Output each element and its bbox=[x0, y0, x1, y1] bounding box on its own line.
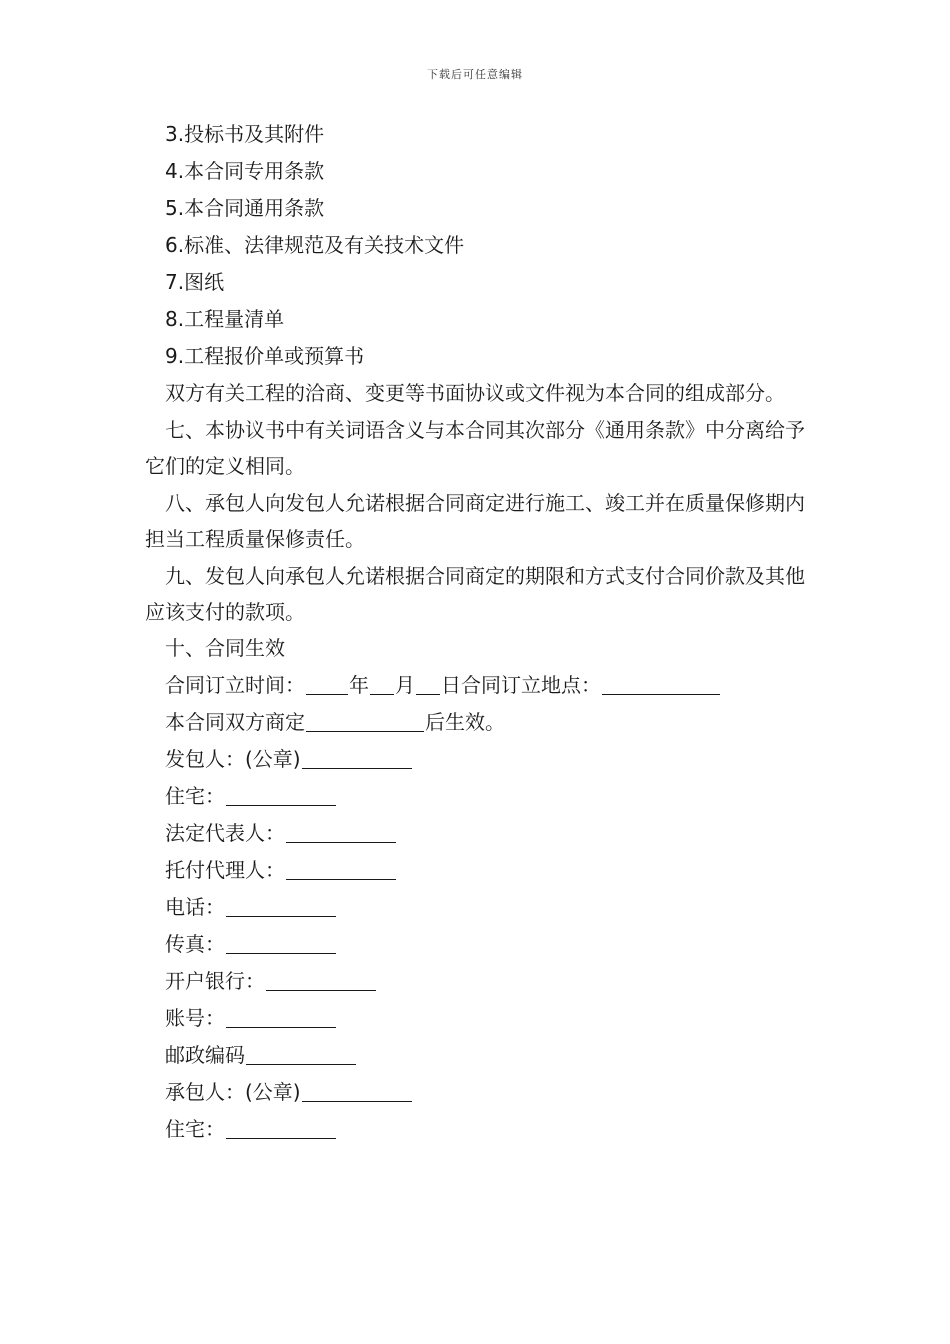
fax-label: 传真： bbox=[165, 932, 225, 956]
effective-condition-line bbox=[145, 704, 810, 741]
month-label: 月 bbox=[395, 673, 415, 697]
legal-rep-blank[interactable] bbox=[286, 820, 396, 843]
employer-blank[interactable] bbox=[302, 746, 412, 769]
year-blank[interactable] bbox=[306, 672, 348, 695]
address-label: 住宅： bbox=[165, 784, 225, 808]
signing-time-label: 合同订立时间： bbox=[165, 673, 305, 697]
effective-condition-blank[interactable] bbox=[306, 709, 424, 732]
address-blank-2[interactable] bbox=[226, 1116, 336, 1139]
list-item: 6.标准、法律规范及有关技术文件 bbox=[165, 233, 465, 257]
address-label-2: 住宅： bbox=[165, 1117, 225, 1141]
bank-label: 开户银行： bbox=[165, 969, 265, 993]
account-line bbox=[145, 1000, 810, 1037]
employer-line bbox=[145, 741, 810, 778]
day-blank[interactable] bbox=[416, 672, 440, 695]
address-blank[interactable] bbox=[226, 783, 336, 806]
account-label: 账号： bbox=[165, 1006, 225, 1030]
list-item: 4.本合同专用条款 bbox=[165, 159, 325, 183]
agent-label: 托付代理人： bbox=[165, 858, 285, 882]
paragraph-clause-8: 八、承包人向发包人允诺根据合同商定进行施工、竣工并在质量保修期内担当工程质量保修责任。 bbox=[145, 491, 805, 551]
signing-place-blank[interactable] bbox=[602, 672, 720, 695]
signing-time-line bbox=[145, 667, 810, 704]
list-item: 5.本合同通用条款 bbox=[165, 196, 325, 220]
paragraph-documents: 双方有关工程的洽商、变更等书面协议或文件视为本合同的组成部分。 bbox=[165, 381, 785, 405]
fax-blank[interactable] bbox=[226, 931, 336, 954]
agent-line bbox=[145, 852, 810, 889]
postcode-blank[interactable] bbox=[246, 1042, 356, 1065]
account-blank[interactable] bbox=[226, 1005, 336, 1028]
list-item: 7.图纸 bbox=[165, 270, 225, 294]
employer-label: 发包人：(公章) bbox=[165, 747, 301, 771]
legal-rep-line bbox=[145, 815, 810, 852]
paragraph-clause-9: 九、发包人向承包人允诺根据合同商定的期限和方式支付合同价款及其他应该支付的款项。 bbox=[145, 564, 805, 624]
list-item: 8.工程量清单 bbox=[165, 307, 285, 331]
bank-blank[interactable] bbox=[266, 968, 376, 991]
signing-place-label: 日合同订立地点： bbox=[441, 673, 601, 697]
agreed-prefix: 本合同双方商定 bbox=[165, 710, 305, 734]
postcode-label: 邮政编码 bbox=[165, 1043, 245, 1067]
phone-blank[interactable] bbox=[226, 894, 336, 917]
document-body bbox=[145, 116, 810, 1148]
address-line-1 bbox=[145, 778, 810, 815]
contractor-blank[interactable] bbox=[302, 1079, 412, 1102]
month-blank[interactable] bbox=[370, 672, 394, 695]
agreed-suffix: 后生效。 bbox=[425, 710, 505, 734]
fax-line bbox=[145, 926, 810, 963]
contractor-label: 承包人：(公章) bbox=[165, 1080, 301, 1104]
list-item: 9.工程报价单或预算书 bbox=[165, 344, 365, 368]
address-line-2 bbox=[145, 1111, 810, 1148]
year-label: 年 bbox=[349, 673, 369, 697]
section-title-effect: 十、合同生效 bbox=[165, 636, 285, 660]
phone-line bbox=[145, 889, 810, 926]
list-item: 3.投标书及其附件 bbox=[165, 122, 325, 146]
agent-blank[interactable] bbox=[286, 857, 396, 880]
legal-rep-label: 法定代表人： bbox=[165, 821, 285, 845]
phone-label: 电话： bbox=[165, 895, 225, 919]
paragraph-clause-7: 七、本协议书中有关词语含义与本合同其次部分《通用条款》中分离给予它们的定义相同。 bbox=[145, 418, 805, 478]
page-header: 下载后可任意编辑 bbox=[427, 68, 523, 81]
contractor-line bbox=[145, 1074, 810, 1111]
bank-line bbox=[145, 963, 810, 1000]
postcode-line bbox=[145, 1037, 810, 1074]
